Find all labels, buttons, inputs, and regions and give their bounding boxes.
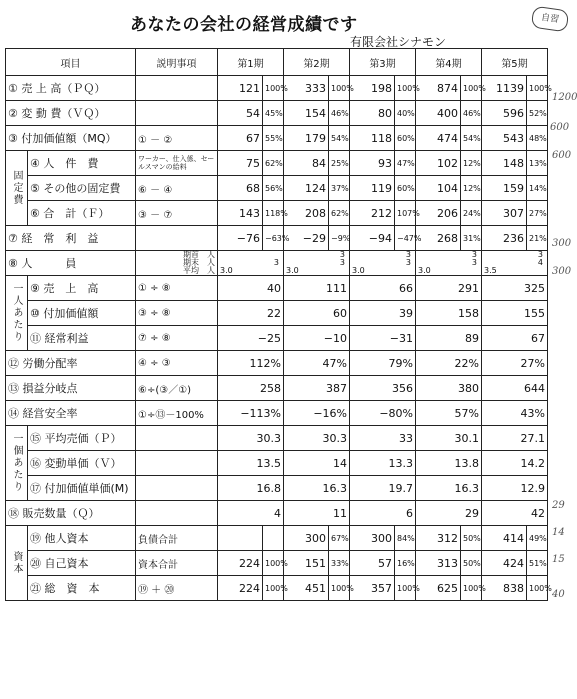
group-capital: 資本 — [6, 526, 28, 601]
value-cell: 307 — [482, 201, 527, 226]
value-cell: 119 — [350, 176, 395, 201]
staff-sub-label: 平均 人 — [183, 266, 215, 275]
percent-cell: 100% — [395, 576, 416, 601]
value-cell: 357 — [350, 576, 395, 601]
value-cell: 291 — [416, 276, 482, 301]
value-cell: 16.3 — [416, 476, 482, 501]
group-per-unit: 一個あたり — [6, 426, 28, 501]
margin-note: 600 — [550, 122, 570, 133]
staff-end: 3 — [273, 258, 279, 267]
percent-cell: 51% — [527, 551, 548, 576]
percent-cell: 24% — [461, 201, 482, 226]
row-desc: ③ ÷ ⑧ — [136, 301, 218, 326]
value-cell: 43% — [482, 401, 548, 426]
value-cell: 30.3 — [284, 426, 350, 451]
value-cell: 60 — [284, 301, 350, 326]
table-row — [6, 451, 548, 476]
header-row — [6, 49, 548, 76]
value-cell: 224 — [218, 576, 263, 601]
value-cell: 208 — [284, 201, 329, 226]
table-row — [6, 176, 548, 201]
percent-cell: 50% — [461, 551, 482, 576]
value-cell: 424 — [482, 551, 527, 576]
percent-cell: −9% — [329, 226, 350, 251]
percent-cell: 31% — [461, 226, 482, 251]
value-cell: 104 — [416, 176, 461, 201]
percent-cell: 25% — [329, 151, 350, 176]
value-cell: 11 — [284, 501, 350, 526]
table-row — [6, 426, 548, 451]
value-cell: −80% — [350, 401, 416, 426]
staff-avg: 3.0 — [418, 266, 431, 275]
row-desc: ① － ② — [136, 126, 218, 151]
value-cell: 148 — [482, 151, 527, 176]
value-cell: 838 — [482, 576, 527, 601]
value-cell: 75 — [218, 151, 263, 176]
margin-note: 600 — [552, 150, 572, 161]
value-cell: 118 — [350, 126, 395, 151]
value-cell: −31 — [350, 326, 416, 351]
value-cell: 57 — [350, 551, 395, 576]
value-cell: 151 — [284, 551, 329, 576]
row-label: ⑫ 労働分配率 — [6, 351, 136, 376]
value-cell: 30.1 — [416, 426, 482, 451]
value-cell: 124 — [284, 176, 329, 201]
value-cell: −25 — [218, 326, 284, 351]
percent-cell: 100% — [263, 551, 284, 576]
value-cell: 400 — [416, 101, 461, 126]
row-label: ② 変 動 費（ＶＱ） — [6, 101, 136, 126]
value-cell: 179 — [284, 126, 329, 151]
staff-cell — [416, 251, 482, 276]
table-row — [6, 351, 548, 376]
value-cell: 22% — [416, 351, 482, 376]
value-cell: 312 — [416, 526, 461, 551]
staff-cell — [350, 251, 416, 276]
row-desc: ⑥ － ④ — [136, 176, 218, 201]
row-label: ㉑ 総 資 本 — [28, 576, 136, 601]
value-cell: 57% — [416, 401, 482, 426]
percent-cell: 55% — [263, 126, 284, 151]
value-cell: 13.5 — [218, 451, 284, 476]
staff-end: 4 — [537, 258, 543, 267]
value-cell: −94 — [350, 226, 395, 251]
value-cell: −76 — [218, 226, 263, 251]
staff-cell — [482, 251, 548, 276]
table-row — [6, 576, 548, 601]
value-cell: 300 — [284, 526, 329, 551]
row-desc: 負債合計 — [136, 526, 218, 551]
value-cell: 27% — [482, 351, 548, 376]
value-cell: 33 — [350, 426, 416, 451]
percent-cell: 100% — [461, 76, 482, 101]
percent-cell: 100% — [527, 76, 548, 101]
value-cell: 89 — [416, 326, 482, 351]
table-row — [6, 501, 548, 526]
staff-end: 3 — [405, 258, 411, 267]
percent-cell: 60% — [395, 126, 416, 151]
row-label: ⑭ 経営安全率 — [6, 401, 136, 426]
value-cell: 206 — [416, 201, 461, 226]
value-cell: 16.3 — [284, 476, 350, 501]
value-cell: 66 — [350, 276, 416, 301]
staff-end: 3 — [471, 258, 477, 267]
page-title: あなたの会社の経営成績です — [130, 15, 358, 35]
percent-cell: 45% — [263, 101, 284, 126]
row-desc: 資本合計 — [136, 551, 218, 576]
header-item: 項目 — [6, 49, 136, 76]
percent-cell: 100% — [329, 576, 350, 601]
margin-note: 300 — [552, 266, 572, 277]
value-cell: 874 — [416, 76, 461, 101]
row-label: ⑱ 販売数量（Ｑ） — [6, 501, 136, 526]
value-cell: 158 — [416, 301, 482, 326]
value-cell: 54 — [218, 101, 263, 126]
staff-start: 3 — [537, 250, 543, 259]
percent-cell: 67% — [329, 526, 350, 551]
margin-note: 40 — [552, 589, 565, 600]
value-cell — [218, 526, 263, 551]
row-desc — [136, 476, 218, 501]
row-label: ⑪ 経常利益 — [28, 326, 136, 351]
row-desc: ⑥÷(③／①) — [136, 376, 218, 401]
percent-cell: 46% — [461, 101, 482, 126]
margin-note: 15 — [552, 554, 565, 565]
row-label: ⑮ 平均売価（Ｐ） — [28, 426, 136, 451]
header-p5: 第5期 — [482, 49, 548, 76]
margin-note: 29 — [552, 500, 565, 511]
results-table — [5, 48, 552, 601]
value-cell: 22 — [218, 301, 284, 326]
percent-cell: 33% — [329, 551, 350, 576]
value-cell: 212 — [350, 201, 395, 226]
row-label: ⑦ 経 常 利 益 — [6, 226, 136, 251]
value-cell: 13.8 — [416, 451, 482, 476]
percent-cell: 107% — [395, 201, 416, 226]
percent-cell — [263, 526, 284, 551]
table-row — [6, 126, 548, 151]
value-cell: 380 — [416, 376, 482, 401]
percent-cell: −63% — [263, 226, 284, 251]
percent-cell: 46% — [329, 101, 350, 126]
table-row — [6, 226, 548, 251]
percent-cell: 52% — [527, 101, 548, 126]
percent-cell: 12% — [461, 151, 482, 176]
staff-avg: 3.0 — [220, 266, 233, 275]
value-cell: 154 — [284, 101, 329, 126]
table-row — [6, 101, 548, 126]
value-cell: 68 — [218, 176, 263, 201]
value-cell: 159 — [482, 176, 527, 201]
value-cell: 67 — [482, 326, 548, 351]
staff-cell — [218, 251, 284, 276]
value-cell: 333 — [284, 76, 329, 101]
value-cell: 451 — [284, 576, 329, 601]
header-p1: 第1期 — [218, 49, 284, 76]
table-row — [6, 251, 548, 276]
value-cell: −29 — [284, 226, 329, 251]
row-label: ⑧ 人 員 — [6, 251, 136, 276]
table-row — [6, 276, 548, 301]
staff-start: 3 — [471, 250, 477, 259]
value-cell: 19.7 — [350, 476, 416, 501]
value-cell: 12.9 — [482, 476, 548, 501]
row-desc — [136, 101, 218, 126]
value-cell: 596 — [482, 101, 527, 126]
row-label: ⑳ 自己資本 — [28, 551, 136, 576]
staff-cell — [284, 251, 350, 276]
value-cell: 79% — [350, 351, 416, 376]
value-cell: 387 — [284, 376, 350, 401]
row-label: ⑲ 他人資本 — [28, 526, 136, 551]
group-per-person: 一人あたり — [6, 276, 28, 351]
table-row — [6, 76, 548, 101]
staff-start — [220, 251, 281, 259]
row-label: ⑬ 損益分岐点 — [6, 376, 136, 401]
table-row — [6, 376, 548, 401]
margin-note: 300 — [552, 238, 572, 249]
value-cell: 258 — [218, 376, 284, 401]
value-cell: 14.2 — [482, 451, 548, 476]
header-p2: 第2期 — [284, 49, 350, 76]
value-cell: 1139 — [482, 76, 527, 101]
stamp: 自習 — [531, 6, 570, 33]
value-cell: 474 — [416, 126, 461, 151]
row-label: ⑩ 付加価値額 — [28, 301, 136, 326]
staff-avg: 3.0 — [286, 266, 299, 275]
row-desc — [136, 501, 218, 526]
percent-cell: 16% — [395, 551, 416, 576]
value-cell: 16.8 — [218, 476, 284, 501]
percent-cell: 100% — [395, 76, 416, 101]
value-cell: 121 — [218, 76, 263, 101]
table-row — [6, 301, 548, 326]
value-cell: 268 — [416, 226, 461, 251]
percent-cell: 100% — [329, 76, 350, 101]
value-cell: 27.1 — [482, 426, 548, 451]
staff-avg: 3.5 — [484, 266, 497, 275]
value-cell: 644 — [482, 376, 548, 401]
header-desc: 説明事項 — [136, 49, 218, 76]
percent-cell: 84% — [395, 526, 416, 551]
margin-note: 1200 — [552, 92, 577, 103]
row-desc: ⑦ ÷ ⑧ — [136, 326, 218, 351]
value-cell: 325 — [482, 276, 548, 301]
value-cell: −113% — [218, 401, 284, 426]
percent-cell: 62% — [263, 151, 284, 176]
value-cell: 29 — [416, 501, 482, 526]
percent-cell: 62% — [329, 201, 350, 226]
row-label: ⑥ 合 計（Ｆ） — [28, 201, 136, 226]
value-cell: 414 — [482, 526, 527, 551]
value-cell: 543 — [482, 126, 527, 151]
value-cell: 42 — [482, 501, 548, 526]
value-cell: 67 — [218, 126, 263, 151]
row-desc: ③ － ⑦ — [136, 201, 218, 226]
value-cell: 80 — [350, 101, 395, 126]
staff-sub-labels — [136, 251, 218, 276]
table-row — [6, 401, 548, 426]
value-cell: 39 — [350, 301, 416, 326]
value-cell: −10 — [284, 326, 350, 351]
table-row — [6, 476, 548, 501]
value-cell: 4 — [218, 501, 284, 526]
row-desc — [136, 226, 218, 251]
header-p3: 第3期 — [350, 49, 416, 76]
value-cell: 155 — [482, 301, 548, 326]
staff-end: 3 — [339, 258, 345, 267]
percent-cell: 54% — [329, 126, 350, 151]
value-cell: 84 — [284, 151, 329, 176]
company-name: 有限会社シナモン — [350, 35, 447, 49]
percent-cell: 56% — [263, 176, 284, 201]
staff-sub-label: 期首 人 — [183, 250, 215, 259]
value-cell: 143 — [218, 201, 263, 226]
percent-cell: 27% — [527, 201, 548, 226]
row-desc: ① ÷ ⑧ — [136, 276, 218, 301]
value-cell: 6 — [350, 501, 416, 526]
percent-cell: 47% — [395, 151, 416, 176]
value-cell: 47% — [284, 351, 350, 376]
percent-cell: 100% — [527, 576, 548, 601]
value-cell: 300 — [350, 526, 395, 551]
percent-cell: 40% — [395, 101, 416, 126]
percent-cell: 21% — [527, 226, 548, 251]
row-desc: ④ ÷ ③ — [136, 351, 218, 376]
value-cell: 102 — [416, 151, 461, 176]
value-cell: 198 — [350, 76, 395, 101]
value-cell: 236 — [482, 226, 527, 251]
row-desc — [136, 76, 218, 101]
table-row — [6, 526, 548, 551]
value-cell: 625 — [416, 576, 461, 601]
percent-cell: 100% — [263, 576, 284, 601]
value-cell: 40 — [218, 276, 284, 301]
percent-cell: 37% — [329, 176, 350, 201]
percent-cell: 50% — [461, 526, 482, 551]
value-cell: 313 — [416, 551, 461, 576]
row-label: ③ 付加価値額（MQ） — [6, 126, 136, 151]
row-label: ① 売 上 高（ＰＱ） — [6, 76, 136, 101]
staff-start: 3 — [405, 250, 411, 259]
value-cell: 111 — [284, 276, 350, 301]
value-cell: 224 — [218, 551, 263, 576]
row-desc: ワーカー、仕入係、セールスマンの給料 — [136, 151, 218, 176]
percent-cell: 14% — [527, 176, 548, 201]
group-fixed: 固定費 — [6, 151, 28, 226]
percent-cell: 13% — [527, 151, 548, 176]
value-cell: 14 — [284, 451, 350, 476]
table-row — [6, 551, 548, 576]
percent-cell: 60% — [395, 176, 416, 201]
value-cell: 93 — [350, 151, 395, 176]
percent-cell: 118% — [263, 201, 284, 226]
staff-avg: 3.0 — [352, 266, 365, 275]
table-row — [6, 201, 548, 226]
percent-cell: 54% — [461, 126, 482, 151]
header-p4: 第4期 — [416, 49, 482, 76]
row-desc: ①÷⑬－100% — [136, 401, 218, 426]
staff-sub-label: 期末 人 — [183, 258, 215, 267]
row-desc — [136, 426, 218, 451]
row-label: ⑨ 売 上 高 — [28, 276, 136, 301]
row-desc: ⑲ ＋ ⑳ — [136, 576, 218, 601]
table-row — [6, 326, 548, 351]
value-cell: 13.3 — [350, 451, 416, 476]
percent-cell: 48% — [527, 126, 548, 151]
staff-start: 3 — [339, 250, 345, 259]
percent-cell: −47% — [395, 226, 416, 251]
percent-cell: 100% — [263, 76, 284, 101]
row-label: ⑰ 付加価値単価(M) — [28, 476, 136, 501]
table-row — [6, 151, 548, 176]
percent-cell: 100% — [461, 576, 482, 601]
row-label: ⑤ その他の固定費 — [28, 176, 136, 201]
row-desc — [136, 451, 218, 476]
percent-cell: 49% — [527, 526, 548, 551]
value-cell: 112% — [218, 351, 284, 376]
percent-cell: 12% — [461, 176, 482, 201]
value-cell: 30.3 — [218, 426, 284, 451]
value-cell: 356 — [350, 376, 416, 401]
row-label: ④ 人 件 費 — [28, 151, 136, 176]
row-label: ⑯ 変動単価（Ｖ） — [28, 451, 136, 476]
margin-note: 14 — [552, 527, 565, 538]
value-cell: −16% — [284, 401, 350, 426]
